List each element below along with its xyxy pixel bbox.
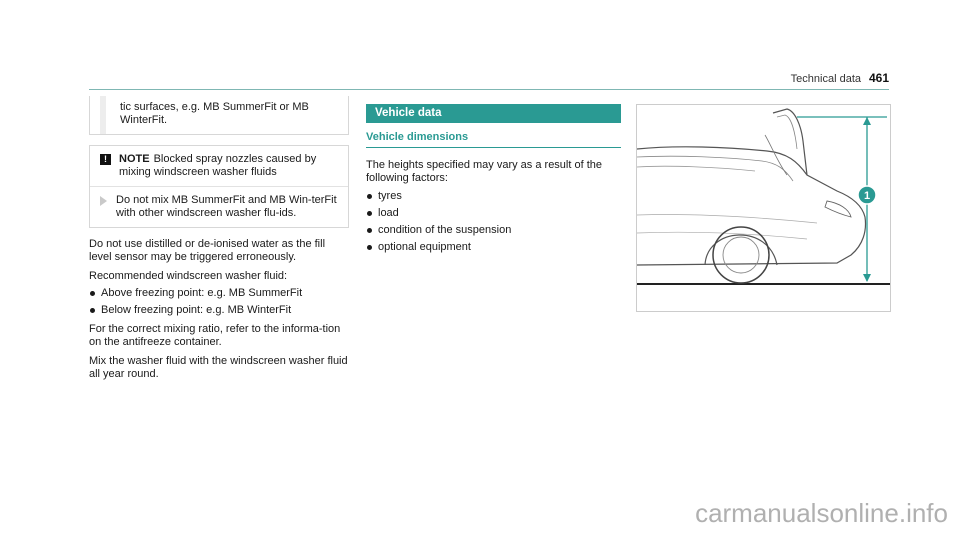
arrow-right-icon [100,196,107,206]
factors-list [366,190,621,254]
note-box [89,145,349,228]
note-header [100,151,338,179]
section-bar: Vehicle data [366,104,621,123]
note-instruction [90,186,348,220]
continued-box [89,96,349,135]
vehicle-height-figure [636,104,891,312]
car-rear-illustration [637,105,890,311]
list-item: tyres [366,190,621,203]
window-line [637,156,793,181]
warning-icon: ! [100,154,111,165]
intro-text: The heights specified may vary as a result of the following factors: [366,159,603,184]
arrow-down-icon [863,274,871,282]
page-header [89,67,889,90]
paragraph-mix-year-round: Mix the washer fluid with the windscreen washer fluid all year round. [89,355,348,380]
note-label: NOTE [119,153,150,165]
paragraph-distilled-water: Do not use distilled or de-ionised water as the fill level sensor may be triggered erroneously. [89,238,326,263]
body-outline [637,147,865,265]
continued-text: tic surfaces, e.g. MB SummerFit or MB WinterFit. [120,101,309,126]
note-text: Blocked spray nozzles caused by mixing windscreen washer fluids [119,153,317,178]
list-item: Below freezing point: e.g. MB WinterFit [89,304,349,317]
note-text-wrap [119,153,338,179]
middle-column [366,104,621,260]
note-instruction-text: Do not mix MB SummerFit and MB Win-terFit with other windscreen washer flu-ids. [116,194,337,219]
wheel-arch [705,235,777,265]
section-title: Technical data [790,73,861,85]
arrow-up-icon [863,117,871,125]
callout-number: 1 [863,190,871,202]
page-number: 461 [868,71,889,85]
tailgate-outline [773,109,807,175]
list-item: condition of the suspension [366,224,621,237]
list-item: Above freezing point: e.g. MB SummerFit [89,287,349,300]
left-column [89,96,349,387]
paragraph-mixing-ratio: For the correct mixing ratio, refer to the informa-tion on the antifreeze container. [89,323,341,348]
watermark: carmanualsonline.info [695,498,948,528]
recommended-heading: Recommended windscreen washer fluid: [89,270,288,282]
subheading: Vehicle dimensions [366,131,621,148]
list-item: optional equipment [366,241,621,254]
recommended-list [89,287,349,317]
list-item: load [366,207,621,220]
taillight [825,201,851,217]
